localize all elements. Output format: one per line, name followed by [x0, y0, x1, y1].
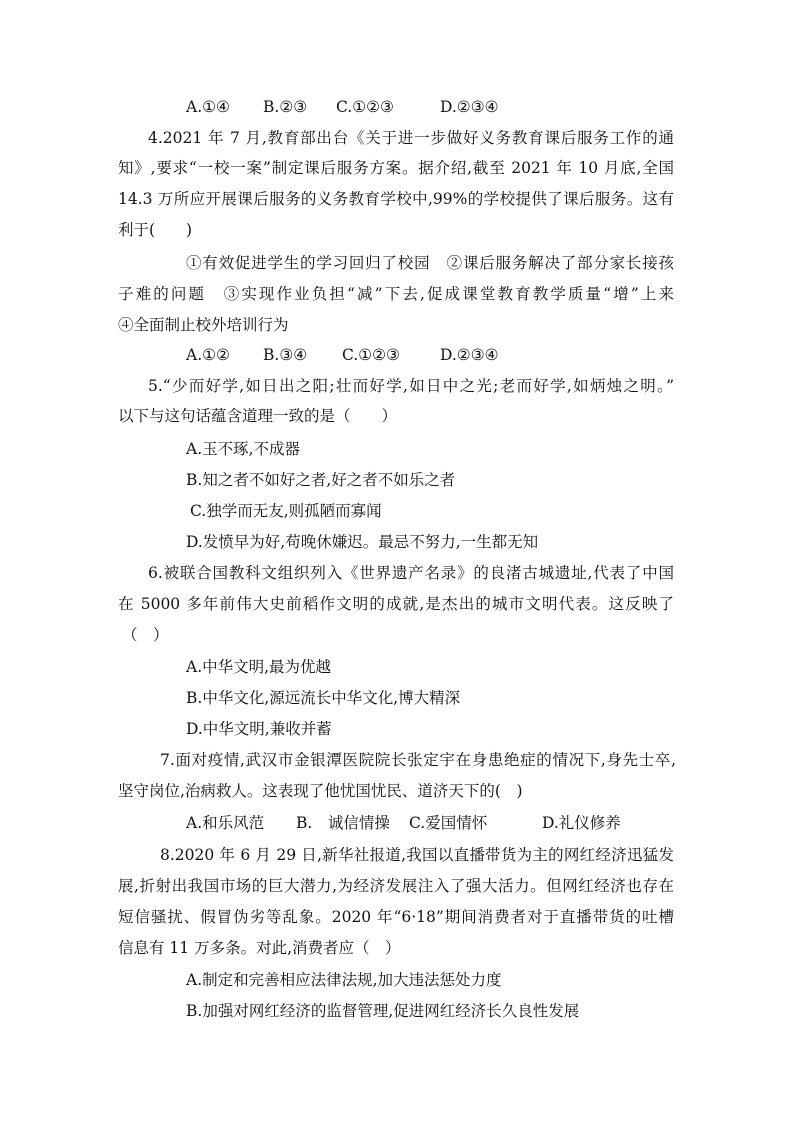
q6-stem-line-1: 6.被联合国教科文组织列入《世界遗产名录》的良渚古城遗址,代表了中国 — [148, 564, 674, 582]
q5-option-c: C.独学而无友,则孤陋而寡闻 — [190, 502, 382, 520]
q8-stem-line-2: 展,折射出我国市场的巨大潜力,为经济发展注入了强大活力。但网红经济也存在 — [118, 877, 674, 895]
q8-stem-line-3: 短信骚扰、假冒伪劣等乱象。2020 年“6·18”期间消费者对于直播带货的吐槽 — [118, 908, 674, 926]
q4-statement-line-1: ①有效促进学生的学习回归了校园 ②课后服务解决了部分家长接孩 — [186, 254, 674, 272]
q7-option-b: B. 诚信情操 — [296, 814, 390, 832]
q4-option-d: D.②③④ — [440, 346, 499, 364]
q4-stem-line-1: 4.2021 年 7 月,教育部出台《关于进一步做好义务教育课后服务工作的通 — [148, 129, 674, 147]
q4-option-c: C.①②③ — [342, 346, 400, 364]
q5-stem-line-2: 以下与这句话蕴含道理一致的是（ ） — [118, 407, 398, 425]
q6-option-b: B.中华文化,源远流长中华文化,博大精深 — [186, 689, 461, 707]
q7-stem-line-2: 坚守岗位,治病救人。这表现了他忧国忧民、道济天下的( ) — [118, 782, 523, 800]
q3-option-d: D.②③④ — [440, 98, 499, 116]
q6-stem-line-3: （ ） — [122, 626, 169, 644]
q8-stem-line-4: 信息有 11 万多条。对此,消费者应（ ） — [118, 939, 401, 957]
q5-option-d: D.发愤早为好,苟晚休嫌迟。最忌不努力,一生都无知 — [186, 533, 539, 551]
q3-option-b: B.②③ — [263, 98, 308, 116]
q6-stem-line-2: 在 5000 多年前伟大史前稻作文明的成就,是杰出的城市文明代表。这反映了 — [118, 595, 674, 613]
q5-option-b: B.知之者不如好之者,好之者不如乐之者 — [186, 471, 456, 489]
q4-stem-line-3: 14.3 万所应开展课后服务的义务教育学校中,99%的学校提供了课后服务。这有 — [118, 190, 674, 208]
q4-stem-line-2: 知》,要求“一校一案”制定课后服务方案。据介绍,截至 2021 年 10 月底,全国 — [118, 159, 674, 177]
q4-statement-line-2: 子难的问题 ③实现作业负担“减”下去,促成课堂教育教学质量“增”上来 — [118, 285, 674, 303]
q8-option-a: A.制定和完善相应法律法规,加大违法惩处力度 — [186, 971, 502, 989]
q6-option-a: A.中华文明,最为优越 — [186, 658, 332, 676]
q7-option-c: C.爱国情怀 — [409, 814, 488, 832]
q4-option-b: B.③④ — [263, 346, 308, 364]
q4-statement-line-3: ④全面制止校外培训行为 — [118, 316, 289, 334]
q7-stem-line-1: 7.面对疫情,武汉市金银潭医院院长张定宇在身患绝症的情况下,身先士卒, — [160, 751, 676, 769]
q8-stem-line-1: 8.2020 年 6 月 29 日,新华社报道,我国以直播带货为主的网红经济迅猛发 — [160, 846, 674, 864]
q4-option-a: A.①② — [186, 346, 230, 364]
q8-option-b: B.加强对网红经济的监督管理,促进网红经济长久良性发展 — [186, 1002, 580, 1020]
q6-option-d: D.中华文明,兼收并蓄 — [186, 720, 332, 738]
q4-stem-line-4: 利于( ) — [118, 221, 193, 239]
q5-option-a: A.玉不琢,不成器 — [186, 440, 301, 458]
q5-stem-line-1: 5.“少而好学,如日出之阳;壮而好学,如日中之光;老而好学,如炳烛之明。” — [148, 377, 674, 395]
q7-option-a: A.和乐风范 — [186, 814, 265, 832]
q7-option-d: D.礼仪修养 — [542, 814, 621, 832]
q3-option-a: A.①④ — [186, 98, 230, 116]
q3-option-c: C.①②③ — [336, 98, 394, 116]
